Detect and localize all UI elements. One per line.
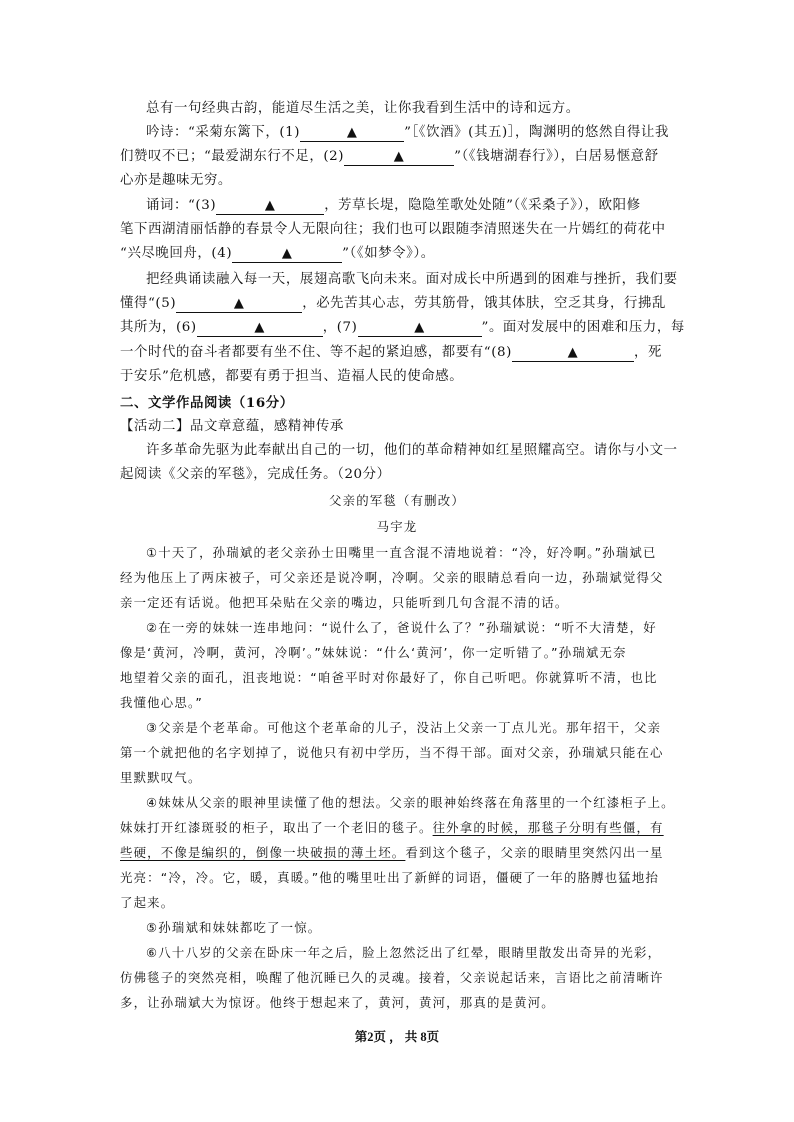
poem-line-9: 其所为，(6) ▲ ，(7) ▲ ”。面对发展中的困难和压力，每 [120, 320, 685, 335]
article-author: 马宇龙 [376, 519, 418, 534]
paragraph-5: ⑤孙瑞斌和妹妹都吃了一惊。 [146, 920, 322, 935]
paragraph-1-cont: 经为他压上了两床被子，可父亲还是说冷啊，冷啊。父亲的眼睛总看向一边，孙瑞斌觉得父 [120, 570, 664, 585]
poem-line-2: 们赞叹不已；“最爱湖东行不足，(2) ▲ ”（《钱塘湖春行》），白居易惬意舒 [120, 149, 659, 164]
section-heading: 二、文学作品阅读（16分） [120, 395, 294, 411]
paragraph-1-end: 亲一定还有话说。他把耳朵贴在父亲的嘴边，只能听到几句含混不清的话。 [120, 595, 569, 610]
paragraph-2-end: 我懂他心思。” [120, 695, 203, 710]
poem-line-4: 诵词：“(3) ▲ ，芳草长堤，隐隐笙歌处处随”（《采桑子》），欧阳修 [146, 198, 641, 213]
article-title: 父亲的军毯（有删改） [329, 493, 465, 508]
blank-1[interactable]: ▲ [300, 124, 404, 142]
poem-intro-line: 总有一句经典古韵，能道尽生活之美，让你我看到生活中的诗和远方。 [146, 101, 580, 116]
poem-line-1: 吟诗：“采菊东篱下，(1) ▲ ”［《饮酒》(其五)］，陶渊明的悠然自得让我 [146, 125, 669, 140]
paragraph-2: ②在一旁的妹妹一连串地问：“说什么了，爸说什么了？”孙瑞斌说：“听不大清楚，好 [146, 620, 657, 635]
paragraph-3-cont: 第一个就把他的名字划掉了，说他只有初中学历，当不得干部。面对父亲，孙瑞斌只能在心 [120, 745, 664, 760]
paragraph-4: ④妹妹从父亲的眼神里读懂了他的想法。父亲的眼神始终落在角落里的一个红漆柜子上。 [146, 795, 675, 810]
blank-2[interactable]: ▲ [344, 148, 454, 166]
underlined-sentence: 些硬，不像是编织的，倒像一块破损的薄土坯。 [120, 845, 406, 860]
page-number: 第2页 ， 共 8页 [354, 1030, 440, 1044]
poem-line-3: 心亦是趣味无穷。 [120, 173, 232, 188]
intro-line-2: 起阅读《父亲的军毯》，完成任务。（20分） [120, 467, 391, 482]
paragraph-4-cont: 些硬，不像是编织的，倒像一块破损的薄土坯。看到这个毯子，父亲的眼睛里突然闪出一星 [120, 845, 664, 860]
paragraph-2-cont: 地望着父亲的面孔，沮丧地说：“咱爸平时对你最好了，你自己听吧。你就算听不清，也比 [120, 670, 658, 685]
blank-6[interactable]: ▲ [197, 319, 323, 337]
blank-4[interactable]: ▲ [232, 245, 342, 263]
paragraph-6: ⑥八十八岁的父亲在卧床一年之后，脸上忽然泛出了红晕，眼睛里散发出奇异的光彩， [146, 945, 662, 960]
poem-line-11: 于安乐”危机感，都要有勇于担当、造福人民的使命感。 [120, 369, 464, 384]
activity-title: 【活动二】品文章意蕴，感精神传承 [120, 419, 344, 434]
paragraph-6-cont: 仿佛毯子的突然亮相，唤醒了他沉睡已久的灵魂。接着，父亲说起话来，言语比之前清晰许 [120, 970, 664, 985]
paragraph-4-cont: 妹妹打开红漆斑驳的柜子，取出了一个老旧的毯子。往外拿的时候，那毯子分明有些僵，有 [120, 820, 664, 835]
paragraph-4-cont: 光亮：“冷，冷。它，暖，真暖。”他的嘴里吐出了新鲜的词语，僵硬了一年的胳膊也猛地抬 [120, 870, 660, 885]
intro-line-1: 许多革命先驱为此奉献出自己的一切，他们的革命精神如红星照耀高空。请你与小文一 [146, 443, 678, 458]
poem-line-6: “兴尽晚回舟，(4) ▲ ”（《如梦令》）。 [120, 246, 435, 261]
blank-3[interactable]: ▲ [216, 197, 324, 215]
underlined-sentence: 往外拿的时候，那毯子分明有些僵，有 [432, 820, 664, 835]
paragraph-6-end: 多，让孙瑞斌大为惊讶。他终于想起来了，黄河，黄河，那真的是黄河。 [120, 995, 555, 1010]
paragraph-3: ③父亲是个老革命。可他这个老革命的儿子，没沾上父亲一丁点儿光。那年招干，父亲 [146, 720, 662, 735]
paragraph-2-cont: 像是‘黄河，冷啊，黄河，冷啊’。”妹妹说：“什么‘黄河’，你一定听错了。”孙瑞斌无奈 [120, 645, 627, 660]
paragraph-4-end: 了起来。 [120, 895, 175, 910]
poem-line-7: 把经典诵读融入每一天，展翅高歌飞向未来。面对成长中所遇到的困难与挫折，我们要 [146, 272, 678, 287]
blank-8[interactable]: ▲ [512, 344, 634, 362]
poem-line-5: 笔下西湖清丽恬静的春景令人无限向往；我们也可以跟随李清照迷失在一片嫣红的荷花中 [120, 222, 666, 237]
paragraph-3-end: 里默默叹气。 [120, 770, 202, 785]
poem-line-10: 一个时代的奋斗者都要有坐不住、等不起的紧迫感，都要有“(8) ▲ ，死 [120, 345, 662, 360]
poem-line-8: 懂得“(5) ▲ ，必先苦其心志，劳其筋骨，饿其体肤，空乏其身，行拂乱 [120, 296, 666, 311]
blank-7[interactable]: ▲ [358, 319, 482, 337]
blank-5[interactable]: ▲ [176, 295, 302, 313]
paragraph-1: ①十天了，孙瑞斌的老父亲孙士田嘴里一直含混不清地说着：“冷，好冷啊。”孙瑞斌已 [146, 545, 657, 560]
